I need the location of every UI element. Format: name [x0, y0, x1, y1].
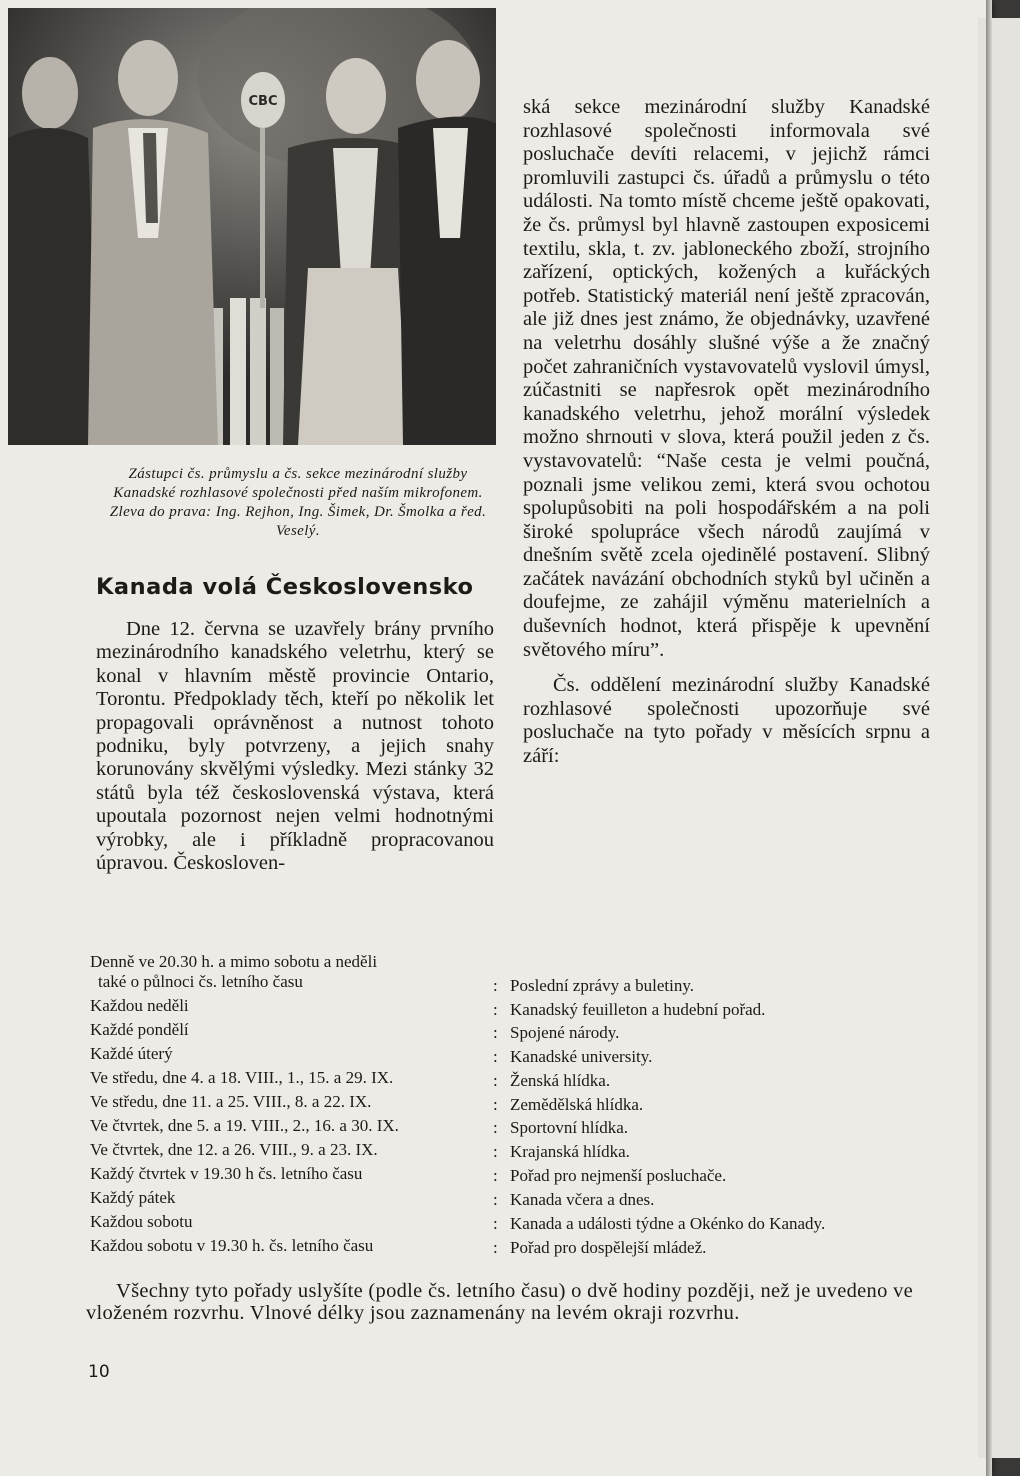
schedule-day: Každou sobotu v 19.30 h. čs. letního času	[90, 1236, 374, 1255]
next-page-edge	[978, 18, 1020, 1458]
schedule-row	[90, 996, 870, 1020]
schedule-separator: :	[493, 1047, 498, 1066]
schedule-day: Ve středu, dne 4. a 18. VIII., 1., 15. a 29. IX.	[90, 1068, 394, 1087]
schedule-separator: :	[493, 1095, 498, 1114]
schedule-separator: :	[493, 976, 498, 995]
schedule-separator: :	[493, 1238, 498, 1257]
schedule-day: Ve čtvrtek, dne 5. a 19. VIII., 2., 16. a 30. IX.	[90, 1116, 399, 1135]
schedule-day: Každý pátek	[90, 1188, 176, 1207]
article-paragraph-schedule-intro: Čs. oddělení mezinárodní služby Kanadské rozhlasové společnosti upozorňuje své posluchače na tyto pořady v měsících srpnu a září:	[523, 674, 930, 768]
closing-paragraph: Všechny tyto pořady uslyšíte (podle čs. letního času) o dvě hodiny později, než je uvedeno ve vloženém rozvrhu. Vlnové délky jsou zaznamenány na levém okraji rozvrhu.	[86, 1280, 914, 1324]
article-paragraph-continued: ská sekce mezinárodní služby Kanadské rozhlasové společnosti informovala své posluchače devíti relacemi, v jejichž rámci promluvili zastupci čs. úřadů a průmyslu o této události. Na tomto místě chceme ještě opakovati, že čs. průmysl byl hlavně zastoupen exposicemi textilu, skla, t. zv. jabloneckého zboží, strojního zařízení, optických, kožených a kuřáckých potřeb. Statistický materiál není ještě zpracován, ale již dnes jest známo, že objednávky, uzavřené na veletrhu dosáhly slušné výše a že značný počet zahraničních vystavovatelů vyslovil úmysl, zúčastniti se napřesrok opět mezinárodního kanadského veletrhu, jehož morální výsledek možno shrnouti v slova, která použil jeden z čs. vystavovatelů: “Naše cesta je velmi poučná, poznali jsme velikou zemi, která svou ochotou spolupůsobiti na poli hospodářském a na poli široké spolupráce všech národů zaujímá v dnešním světě zcela ojedinělé postavení. Slibný začátek navázání obchodních styků byl učiněn a doufejme, ze zahájil výměnu materielních a duševních hodnot, která přispěje k upevnění světového míru”.	[523, 96, 930, 661]
schedule-day: Každou neděli	[90, 996, 189, 1015]
article-title: Kanada volá Československo	[96, 574, 474, 600]
schedule-row	[90, 1236, 870, 1260]
schedule-day: Ve středu, dne 11. a 25. VIII., 8. a 22. IX.	[90, 1092, 372, 1111]
schedule-separator: :	[493, 1190, 498, 1209]
closing-note	[86, 1280, 918, 1324]
schedule-separator: :	[493, 1118, 498, 1137]
schedule-day: Každé pondělí	[90, 1020, 189, 1039]
schedule-row	[90, 1116, 870, 1140]
schedule-program: Kanada včera a dnes.	[510, 1190, 655, 1209]
schedule-row	[90, 1044, 870, 1068]
article-paragraph-left: Dne 12. června se uzavřely brány prvního mezinárodního kanadského veletrhu, který se konal v hlavním městě provincie Ontario, Torontu. Předpoklady těch, kteří po několik let propagovali oprávněnost a nutnost tohoto podniku, byly potvrzeny, a jejich snahy korunovány skvělými výsledky. Mezi stánky 32 států byla též československá výstava, která upoutala pozornost nejen velmi hodnotnými výrobky, ale i příkladně propracovanou úpravou. Českosloven-	[96, 618, 494, 875]
schedule-row	[90, 1188, 870, 1212]
schedule-program: Poslední zprávy a buletiny.	[510, 976, 694, 995]
schedule-row	[90, 1164, 870, 1188]
schedule-program: Kanadský feuilleton a hudební pořad.	[510, 1000, 766, 1019]
schedule-separator: :	[493, 1000, 498, 1019]
schedule-day: Každé úterý	[90, 1044, 173, 1063]
schedule-separator: :	[493, 1166, 498, 1185]
page-gutter	[986, 0, 992, 1476]
schedule-row	[90, 1212, 870, 1236]
schedule-separator: :	[493, 1023, 498, 1042]
schedule-day: Každou sobotu	[90, 1212, 193, 1231]
schedule-program: Zemědělská hlídka.	[510, 1095, 644, 1114]
photo-caption: Zástupci čs. průmyslu a čs. sekce mezinárodní služby Kanadské rozhlasové společnosti před naším mikrofonem. Zleva do prava: Ing. Rejhon, Ing. Šimek, Dr. Šmolka a řed. Veselý.	[109, 466, 487, 539]
schedule-row	[90, 972, 870, 996]
schedule-program: Krajanská hlídka.	[510, 1142, 630, 1161]
schedule-day: Každý čtvrtek v 19.30 h čs. letního času	[90, 1164, 363, 1183]
schedule-row	[90, 1140, 870, 1164]
schedule-separator: :	[493, 1071, 498, 1090]
photo	[8, 8, 496, 445]
schedule-separator: :	[493, 1142, 498, 1161]
schedule-program: Pořad pro dospělejší mládež.	[510, 1238, 707, 1257]
schedule-program: Spojené národy.	[510, 1023, 620, 1042]
photo-illustration	[8, 8, 496, 445]
page-number: 10	[88, 1362, 110, 1382]
article-right-column	[523, 96, 930, 769]
schedule-day: Ve čtvrtek, dne 12. a 26. VIII., 9. a 23. IX.	[90, 1140, 378, 1159]
schedule-day: Denně ve 20.30 h. a mimo sobotu a neděli	[90, 952, 378, 971]
schedule-program: Pořad pro nejmenší posluchače.	[510, 1166, 727, 1185]
article-left-column	[96, 618, 494, 875]
schedule-separator: :	[493, 1214, 498, 1233]
schedule-row	[90, 1020, 870, 1044]
schedule-program: Kanada a události týdne a Okénko do Kanady.	[510, 1214, 826, 1233]
schedule-row	[90, 1068, 870, 1092]
schedule-program: Kanadské university.	[510, 1047, 653, 1066]
schedule-program: Ženská hlídka.	[510, 1071, 611, 1090]
svg-text:CBC: CBC	[248, 94, 278, 109]
schedule-day: také o půlnoci čs. letního času	[98, 972, 303, 991]
schedule-program: Sportovní hlídka.	[510, 1118, 629, 1137]
schedule-row	[90, 1092, 870, 1116]
